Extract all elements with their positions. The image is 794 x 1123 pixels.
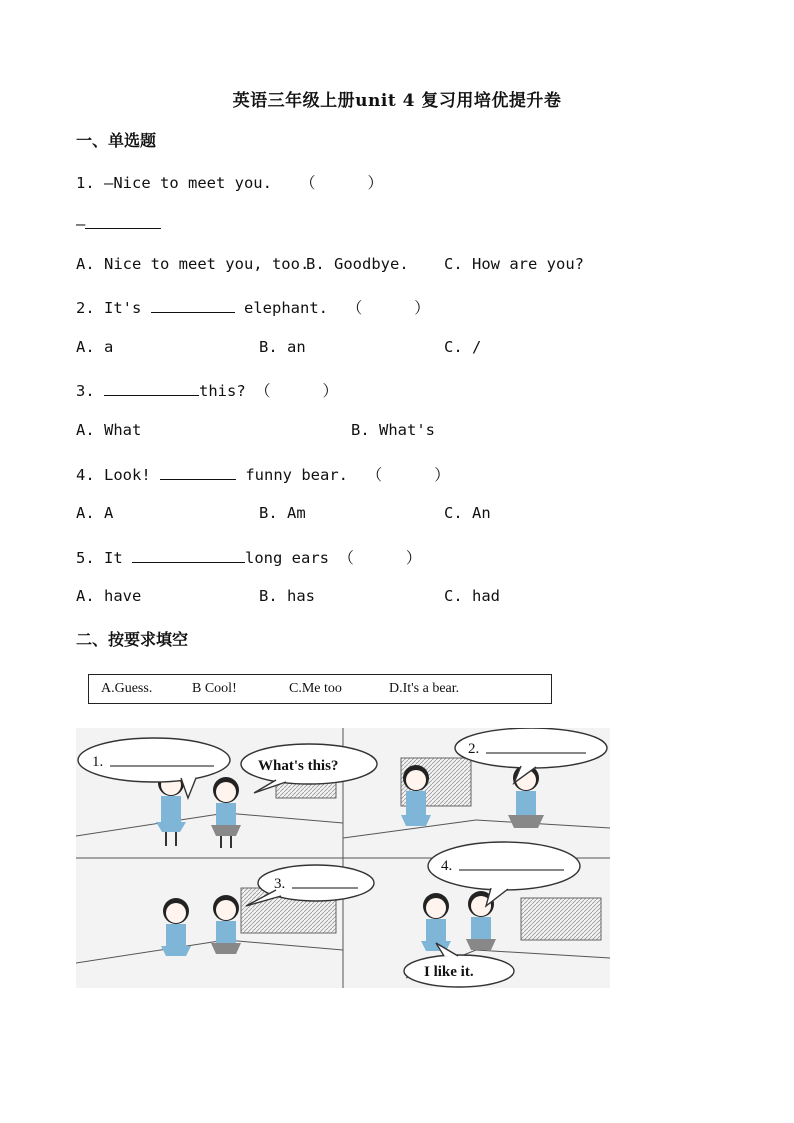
section-heading-fill-in: 二、按要求填空	[76, 630, 189, 649]
q4-option-c: C. An	[444, 504, 491, 522]
answer-paren-close: ）	[405, 549, 422, 567]
question-prefix: 2. It's	[76, 299, 142, 317]
q1-option-b: B. Goodbye.	[306, 255, 409, 273]
bubble-3-label: 3.	[274, 876, 286, 892]
section-heading-single-choice: 一、单选题	[76, 131, 157, 150]
answer-paren-open: （	[366, 466, 383, 484]
answer-choices-box	[88, 674, 552, 704]
answer-paren-open: （	[299, 174, 316, 192]
answer-paren-close: ）	[322, 382, 339, 400]
answer-paren-close: ）	[434, 466, 450, 484]
question-suffix: long ears	[245, 549, 330, 567]
answer-blank[interactable]	[104, 381, 199, 396]
bubble-1-label: 1.	[92, 754, 104, 770]
choice-d: D.It's a bear.	[389, 681, 460, 696]
q5-option-a: A. have	[76, 587, 142, 605]
choice-a: A.Guess.	[101, 681, 153, 696]
question-2	[76, 296, 430, 318]
bubble-what-text: What's this?	[258, 758, 339, 774]
bubble-like-text: I like it.	[424, 964, 474, 980]
choice-c: C.Me too	[289, 681, 342, 696]
q3-option-b: B. What's	[351, 421, 435, 439]
question-suffix: this?	[199, 382, 246, 400]
question-3	[76, 379, 338, 401]
answer-blank[interactable]	[132, 548, 245, 563]
q5-option-b: B. has	[259, 587, 315, 605]
q5-option-c: C. had	[444, 587, 500, 605]
page-title: 英语三年级上册unit 4 复习用培优提升卷	[232, 91, 562, 111]
choice-b: B Cool!	[192, 681, 237, 696]
answer-blank[interactable]	[160, 465, 236, 480]
answer-paren-open: （	[255, 382, 271, 400]
answer-paren-close: ）	[414, 299, 430, 317]
question-stem: 1. —Nice to meet you.	[76, 174, 272, 192]
question-1-reply	[76, 214, 161, 233]
q3-option-a: A. What	[76, 421, 142, 439]
q1-option-a: A. Nice to meet you, too.	[76, 255, 310, 273]
answer-blank[interactable]	[151, 298, 235, 313]
bubble-4-label: 4.	[441, 858, 453, 874]
question-prefix: 5. It	[76, 549, 123, 567]
answer-paren-open: （	[338, 549, 354, 567]
q2-option-c: C. /	[444, 338, 482, 356]
answer-blank[interactable]	[85, 214, 161, 229]
question-5	[76, 546, 421, 568]
answer-paren-close: ）	[367, 174, 383, 192]
question-suffix: funny bear.	[245, 466, 348, 484]
answer-paren-open: （	[346, 299, 363, 317]
question-1	[76, 171, 383, 193]
reply-dash: —	[76, 215, 86, 233]
q4-option-a: A. A	[76, 504, 114, 522]
q1-option-c: C. How are you?	[444, 255, 584, 273]
question-prefix: 3.	[76, 382, 95, 400]
q2-option-a: A. a	[76, 338, 114, 356]
q2-option-b: B. an	[259, 338, 306, 356]
q4-option-b: B. Am	[259, 504, 306, 522]
question-suffix: elephant.	[244, 299, 329, 317]
comic-illustration	[76, 728, 610, 988]
question-4	[76, 463, 450, 485]
question-prefix: 4. Look!	[76, 466, 151, 484]
bubble-2-label: 2.	[468, 741, 480, 757]
